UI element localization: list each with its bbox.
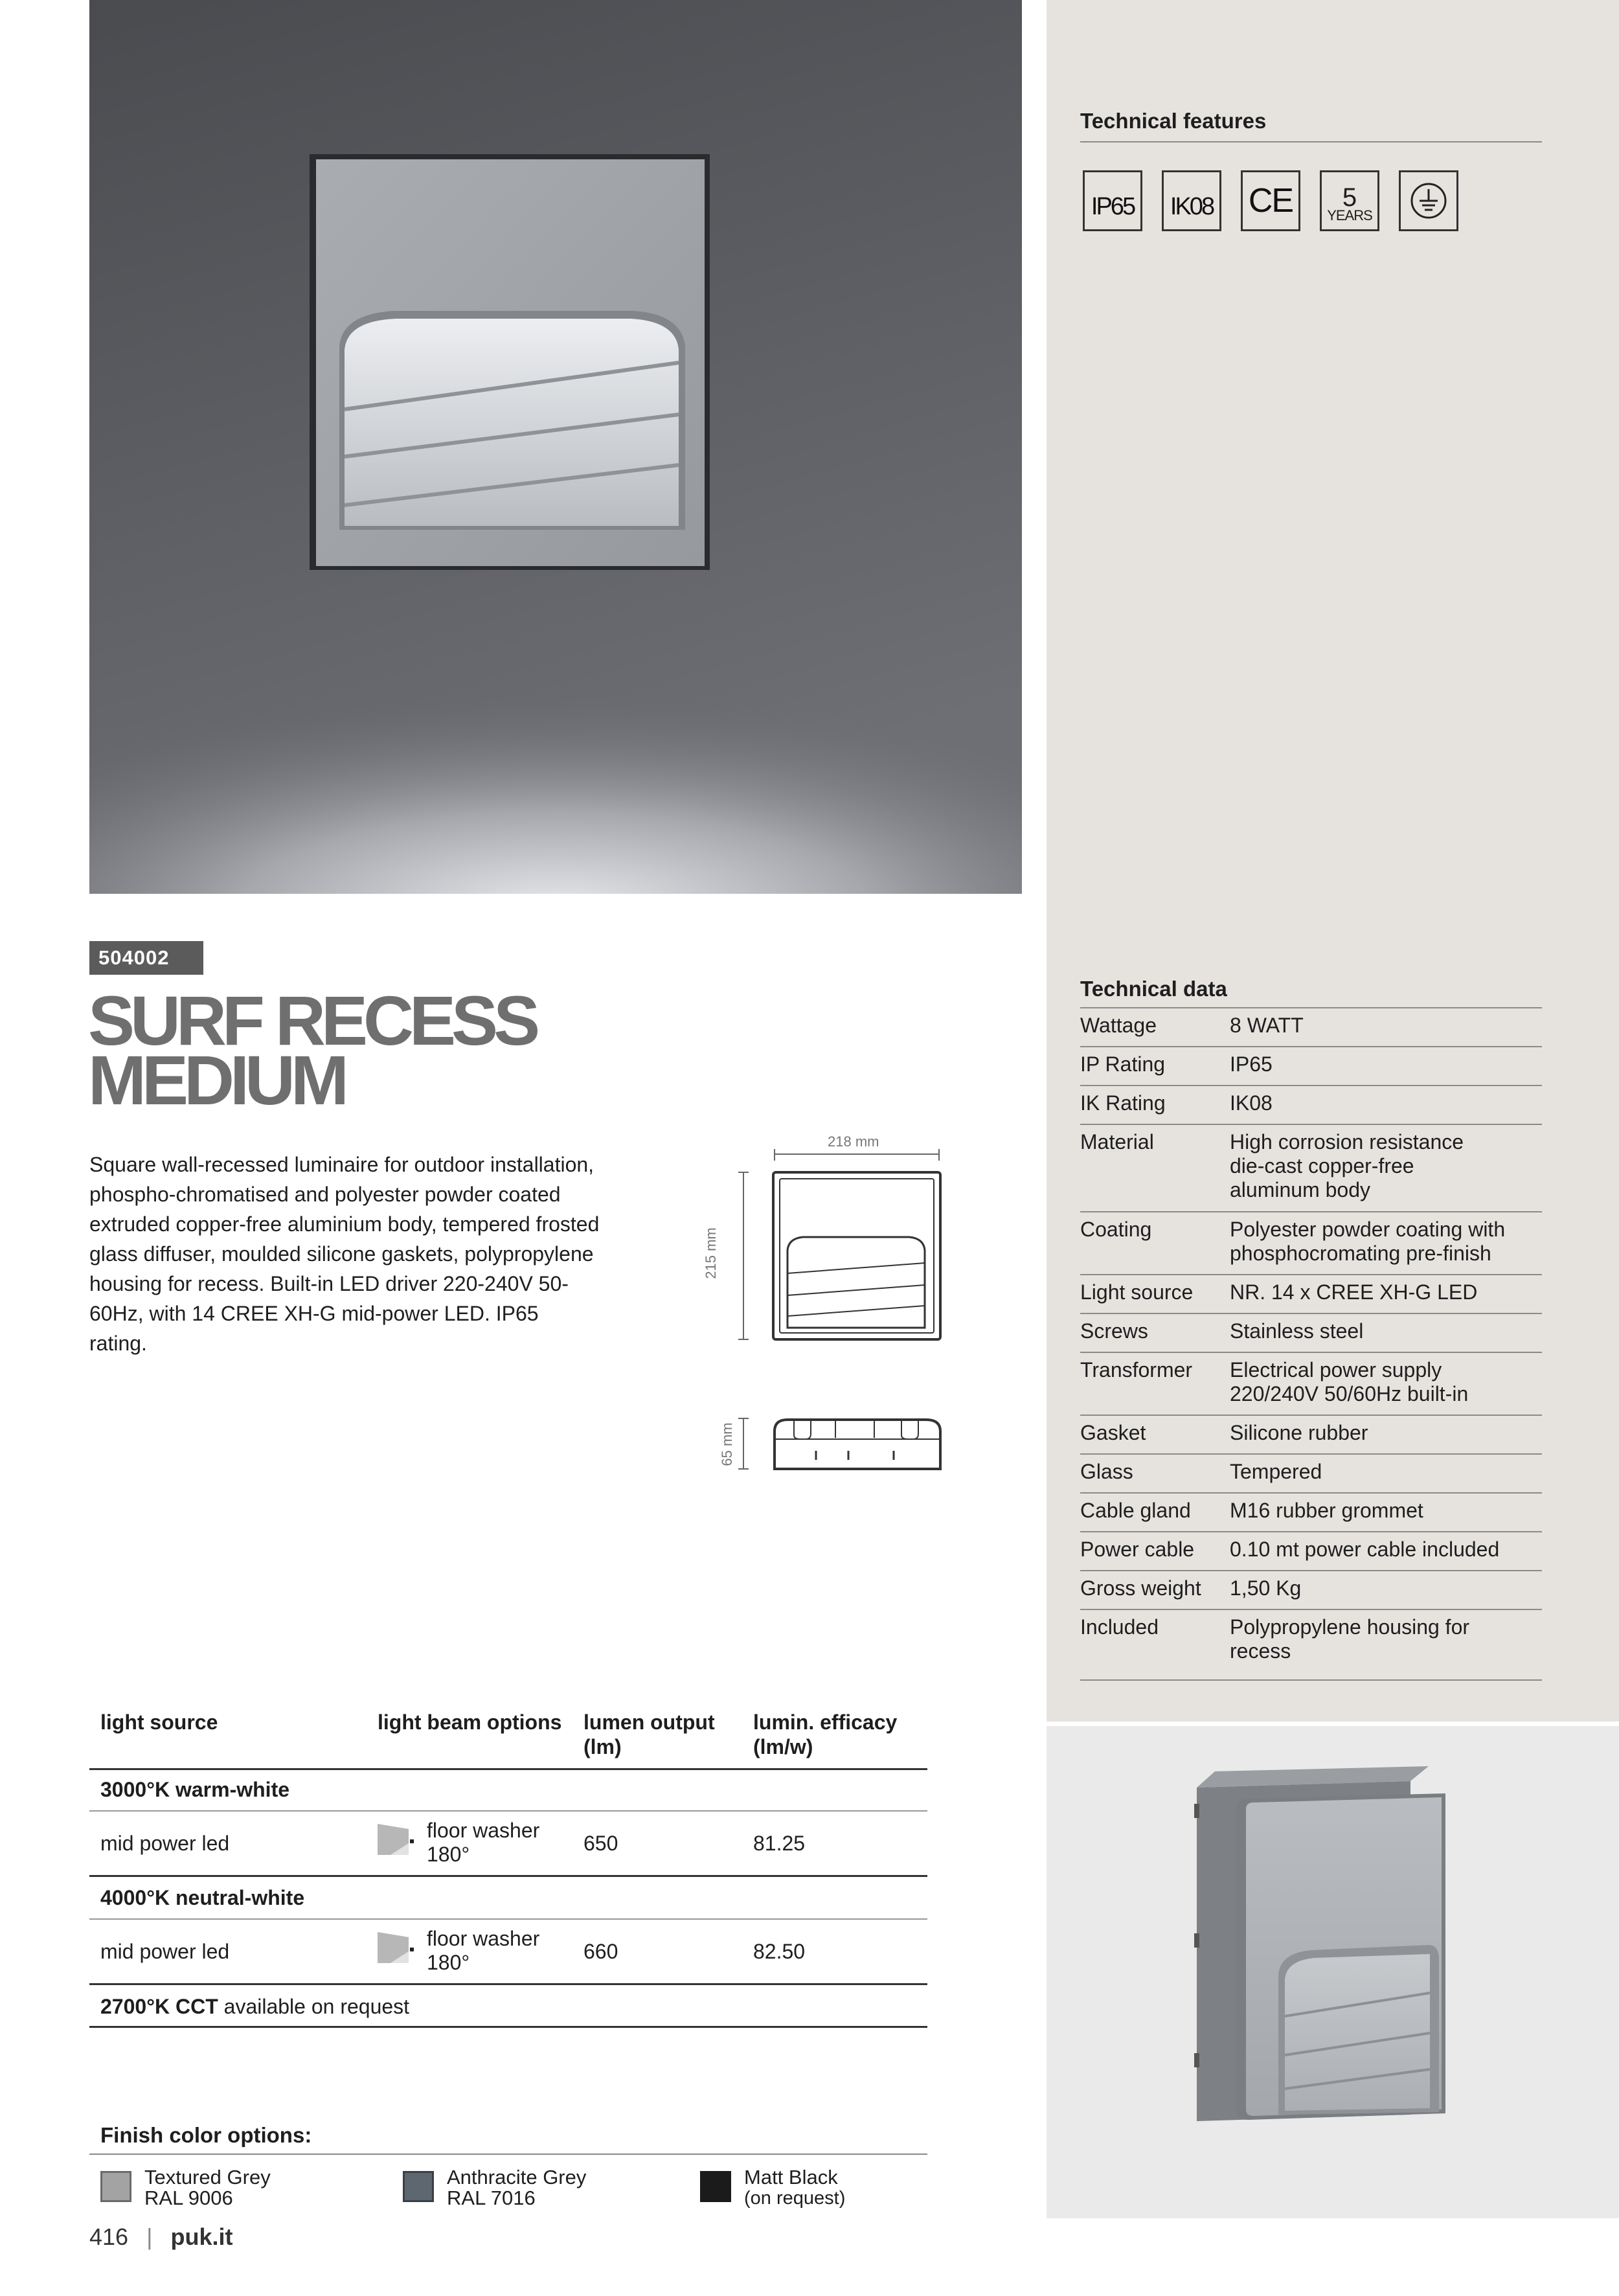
table-divider: [89, 1918, 927, 1920]
finish-code: RAL 7016: [447, 2187, 536, 2209]
technical-drawing: [738, 1146, 952, 1477]
floor-washer-beam-icon: [378, 1824, 418, 1856]
table-divider: [89, 1768, 927, 1770]
ip65-badge-text: IP65: [1091, 192, 1135, 220]
tech-key: Gasket: [1080, 1421, 1146, 1444]
tech-row-ik-rating: [1080, 1086, 1542, 1125]
tech-row-coating: [1080, 1212, 1542, 1275]
finish-title: Finish color options:: [100, 2123, 312, 2147]
technical-data-title: Technical data: [1080, 977, 1227, 1001]
tech-value: NR. 14 x CREE XH-G LED: [1230, 1280, 1478, 1304]
tech-key: Cable gland: [1080, 1499, 1191, 1522]
tech-key: Transformer: [1080, 1358, 1193, 1381]
ce-mark-badge: [1241, 170, 1300, 231]
finish-swatch-matt-black: [700, 2171, 731, 2202]
ik08-badge-text: IK08: [1170, 192, 1214, 220]
tech-value: Polyester powder coating with phosphocromating pre-finish: [1230, 1218, 1506, 1265]
table-divider: [89, 2026, 927, 2028]
col-header-efficacy: lumin. efficacy (lm/w): [753, 1711, 898, 1758]
tech-key: Coating: [1080, 1218, 1152, 1241]
table-divider: [89, 1983, 927, 1985]
table-divider: [89, 1810, 927, 1812]
ce-mark-text: CE: [1248, 182, 1293, 220]
finish-swatch-anthracite-grey: [403, 2171, 434, 2202]
tech-key: Material: [1080, 1130, 1154, 1154]
tech-key: Power cable: [1080, 1538, 1195, 1561]
product-title: [88, 981, 536, 1119]
tech-value: Electrical power supply 220/240V 50/60Hz built-in: [1230, 1358, 1469, 1405]
tech-row-ip-rating: [1080, 1047, 1542, 1086]
row-4000k-efficacy: 82.50: [753, 1940, 806, 1963]
ik08-badge: [1162, 170, 1221, 231]
tech-value: Polypropylene housing for recess: [1230, 1615, 1470, 1663]
dimension-width-label: 218 mm: [828, 1133, 879, 1150]
finish-name: Matt Black: [744, 2166, 838, 2188]
finish-label-matt-black: [744, 2167, 845, 2209]
technical-features-title: Technical features: [1080, 109, 1267, 133]
row-3000k-lumen: 650: [583, 1832, 618, 1855]
tech-value: 0.10 mt power cable included: [1230, 1538, 1500, 1561]
tech-value: M16 rubber grommet: [1230, 1499, 1423, 1522]
tech-value: IK08: [1230, 1091, 1273, 1115]
product-title-line2: MEDIUM: [88, 1041, 345, 1119]
tech-value: High corrosion resistance die-cast copper-free aluminum body: [1230, 1130, 1464, 1201]
tech-key: Light source: [1080, 1280, 1194, 1304]
row-4000k-source: mid power led: [100, 1940, 230, 1963]
finish-name: Textured Grey: [144, 2166, 271, 2188]
finish-swatch-textured-grey: [100, 2171, 131, 2202]
page-number: 416: [89, 2223, 129, 2250]
tech-value: 8 WATT: [1230, 1014, 1304, 1037]
row-3000k-beam: floor washer 180°: [427, 1819, 540, 1866]
page-footer: [89, 2223, 232, 2251]
tech-key: Gross weight: [1080, 1576, 1201, 1600]
cct-request-note-bold: 2700°K CCT: [100, 1995, 218, 2018]
row-4000k-beam: floor washer 180°: [427, 1927, 540, 1974]
group-4000k-title: 4000°K neutral-white: [100, 1886, 305, 1909]
tech-key: Wattage: [1080, 1014, 1157, 1037]
cct-request-note-text: available on request: [218, 1995, 410, 2018]
finish-label-textured-grey: [144, 2167, 271, 2209]
hero-product-photo: [89, 0, 1022, 894]
table-divider: [89, 1875, 927, 1877]
divider: [1080, 141, 1542, 142]
tech-value: Silicone rubber: [1230, 1421, 1368, 1444]
finish-label-anthracite-grey: [447, 2167, 586, 2209]
warranty-badge: [1320, 170, 1379, 231]
col-header-lumen-output: lumen output (lm): [583, 1711, 715, 1758]
tech-row-gasket: [1080, 1416, 1542, 1455]
finish-code: (on request): [744, 2188, 846, 2209]
divider: [89, 2154, 927, 2155]
ip65-badge: [1083, 170, 1142, 231]
tech-value: 1,50 Kg: [1230, 1576, 1302, 1600]
tech-key: Glass: [1080, 1460, 1133, 1483]
tech-value: IP65: [1230, 1052, 1273, 1076]
tech-row-cable-gland: [1080, 1494, 1542, 1532]
tech-row-material: [1080, 1125, 1542, 1212]
tech-row-transformer: [1080, 1353, 1542, 1416]
tech-row-power-cable: [1080, 1532, 1542, 1571]
product-cutout-photo: [1047, 1726, 1619, 2218]
product-description: Square wall-recessed luminaire for outdoor installation, phospho-chromatised and polyester powder coated extruded copper-free aluminium body, tempered frosted glass diffuser, moulded silicone gaskets, polypropylene housing for recess. Built-in LED driver 220-240V 50-60Hz, with 14 CREE XH-G mid-power LED. IP65 rating.: [89, 1153, 600, 1355]
product-title-line1: SURF RECESS: [88, 981, 536, 1060]
col-header-light-source: light source: [100, 1711, 218, 1734]
row-3000k-efficacy: 81.25: [753, 1832, 806, 1855]
dimension-depth-label: 65 mm: [719, 1422, 735, 1466]
tech-key: IK Rating: [1080, 1091, 1166, 1115]
row-3000k-source: mid power led: [100, 1832, 230, 1855]
row-4000k-lumen: 660: [583, 1940, 618, 1963]
site-link[interactable]: puk.it: [170, 2223, 233, 2250]
dimension-height-label: 215 mm: [703, 1227, 719, 1279]
tech-row-gross-weight: [1080, 1571, 1542, 1610]
group-3000k-title: 3000°K warm-white: [100, 1778, 290, 1801]
tech-row-wattage: [1080, 1008, 1542, 1047]
finish-code: RAL 9006: [144, 2187, 233, 2209]
tech-row-screws: [1080, 1314, 1542, 1353]
col-header-light-beam: light beam options: [378, 1711, 562, 1734]
finish-name: Anthracite Grey: [447, 2166, 587, 2188]
cct-request-note: [100, 1995, 409, 2019]
tech-key: IP Rating: [1080, 1052, 1166, 1076]
tech-key: Included: [1080, 1615, 1159, 1639]
tech-row-glass: [1080, 1455, 1542, 1494]
tech-key: Screws: [1080, 1319, 1148, 1343]
tech-row-light-source: [1080, 1275, 1542, 1314]
earth-ground-icon: [1399, 170, 1458, 231]
floor-washer-beam-icon: [378, 1932, 418, 1964]
tech-value: Tempered: [1230, 1460, 1322, 1483]
tech-row-included: [1080, 1610, 1542, 1681]
warranty-years-number: 5: [1342, 183, 1357, 212]
footer-separator: |: [146, 2223, 153, 2250]
tech-value: Stainless steel: [1230, 1319, 1364, 1343]
warranty-years-label: YEARS: [1327, 207, 1372, 223]
product-code-badge: 504002: [89, 941, 203, 975]
